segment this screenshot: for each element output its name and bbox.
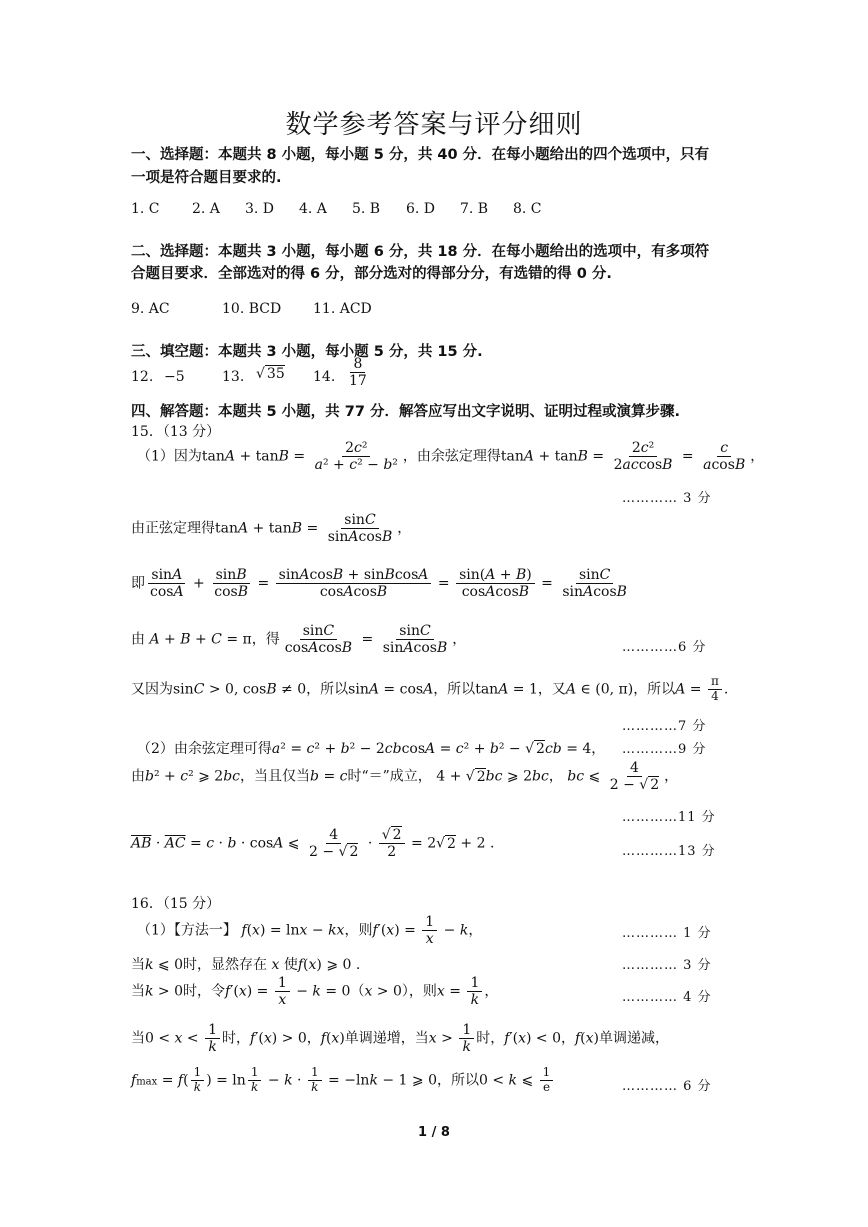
page-title: 数学参考答案与评分细则 <box>285 110 583 140</box>
answer-2: 2. A <box>192 201 220 217</box>
q15-line-8: $\overline{AB} \cdot \overline{AC} = c \cdot b \cdot \cos A$ ⩽ $\frac{4}{2 - √ 2}$ · $\frac{√ 2}{2}$ = 2√ 2 + 2 . <box>131 827 495 861</box>
page-number: 1 / 8 <box>418 1125 450 1140</box>
section-2-heading-cont: 合题目要求．全部选对的得 6 分，部分选对的得部分分，有选错的得 0 分. <box>131 266 612 282</box>
answer-14: $\frac{8}{17}$ <box>349 356 367 390</box>
q15-line-7: 由b² + c² ⩾ 2bc，当且仅当b = c时“＝”成立， 4 + √ 2bc ⩾ 2bc， bc ⩽ $\frac{4}{2 - √ 2}$ ， <box>131 760 679 794</box>
question-15-heading: 15．（13 分） <box>131 424 221 440</box>
q16-line-4: 当0 < x < $\frac{1}{k}$ 时，f′(x) > 0，f(x)单调递增，当x > $\frac{1}{k}$ 时，f′(x) < 0，f(x)单调递减， <box>131 1022 670 1056</box>
section-4-heading: 四、解答题：本题共 5 小题，共 77 分．解答应写出文字说明、证明过程或演算步骤. <box>131 404 680 420</box>
q16-line-3: 当k > 0时，令f′(x) = $\frac{1}{x}$ − k = 0（x > 0），则x = $\frac{1}{k}$ ， <box>131 975 499 1009</box>
q16-score-4: ………… 4 分 <box>622 990 712 1005</box>
score-3: ………… 3 分 <box>622 491 712 506</box>
q15-line-1: （1）因为tanA + tanB = $\frac{\text{2c²}}{\text{a² + c² − b²}}$ ，由余弦定理得tanA + tanB = $\frac{\text{2c²}}{2accosB}$ = $\frac{c}{acosB}$ ， <box>137 440 765 474</box>
score-11: …………11 分 <box>622 810 716 825</box>
answer-13: √ 35 <box>256 366 285 382</box>
answer-14-label: 14. <box>313 369 336 385</box>
answer-3: 3. D <box>245 201 275 217</box>
answer-7: 7. B <box>460 201 489 217</box>
section-1-heading: 一、选择题：本题共 8 小题，每小题 5 分，共 40 分．在每小题给出的四个选项中，只有 <box>131 147 710 163</box>
answer-12-label: 12. <box>131 369 154 385</box>
answer-13-label: 13. <box>222 369 245 385</box>
answer-10: 10. BCD <box>222 301 282 317</box>
score-13: …………13 分 <box>622 844 716 859</box>
answer-4: 4. A <box>299 201 327 217</box>
q15-line-2: 由正弦定理得tanA + tanB = $\frac{\sin C}{\text{sinAcosB}}$ ， <box>131 512 412 546</box>
answer-8: 8. C <box>513 201 542 217</box>
q15-line-4: 由 A + B + C = π，得 $\frac{\sin C}{\text{cosAcosB}}$ = $\frac{\sin C}{\text{sinAcosB}}$ ， <box>131 623 467 657</box>
q15-line-6: （2）由余弦定理可得a² = c² + b² − 2cbcosA = c² + b² − √ 2cb = 4， <box>137 741 606 757</box>
answer-9: 9. AC <box>131 301 170 317</box>
answer-12: −5 <box>164 369 185 385</box>
q15-line-5: 又因为sinC > 0, cosB ≠ 0，所以sinA = cosA，所以tanA = 1，又A ∈ (0, π)，所以A = $\frac{\pi}{4}$ . <box>131 674 729 703</box>
q16-line-5: fmax = f( $\frac{1}{k}$ ) = ln $\frac{1}{k}$ − k · $\frac{1}{k}$ = −lnk − 1 ⩾ 0，所以0 < k ⩽ $\frac{1}{e}$ <box>131 1066 555 1095</box>
score-6: …………6 分 <box>622 640 707 655</box>
answer-11: 11. ACD <box>313 301 372 317</box>
answer-5: 5. B <box>352 201 381 217</box>
score-9: …………9 分 <box>622 742 707 757</box>
score-7: …………7 分 <box>622 719 707 734</box>
question-16-heading: 16．（15 分） <box>131 896 221 912</box>
q16-line-1: （1）【方法一】 f(x) = lnx − kx，则f′(x) = $\frac{1}{x}$ − k， <box>137 914 483 948</box>
section-2-heading: 二、选择题：本题共 3 小题，每小题 6 分，共 18 分．在每小题给出的选项中，有多项符 <box>131 244 710 260</box>
q16-score-1: ………… 1 分 <box>622 926 712 941</box>
q16-score-6: ………… 6 分 <box>622 1079 712 1094</box>
answer-6: 6. D <box>406 201 436 217</box>
q16-score-3: ………… 3 分 <box>622 958 712 973</box>
q16-line-2: 当k ⩽ 0时，显然存在 x 使f(x) ⩾ 0 . <box>131 957 361 973</box>
section-1-heading-cont: 一项是符合题目要求的. <box>131 170 282 186</box>
answer-1: 1. C <box>131 201 160 217</box>
q15-line-3: 即 $\frac{\sin A}{\cos A}$ + $\frac{\sin B}{\cos B}$ = $\frac{\text{sinAcosB + sinBcosA}}{\text{cosAcosB}}$ = $\frac{\sin(A + B)}{\text{cosAcosB}}$ = $\frac{\sin C}{\text{sinAcosB}}$ <box>131 567 627 601</box>
section-3-heading: 三、填空题：本题共 3 小题，每小题 5 分，共 15 分. <box>131 344 483 360</box>
